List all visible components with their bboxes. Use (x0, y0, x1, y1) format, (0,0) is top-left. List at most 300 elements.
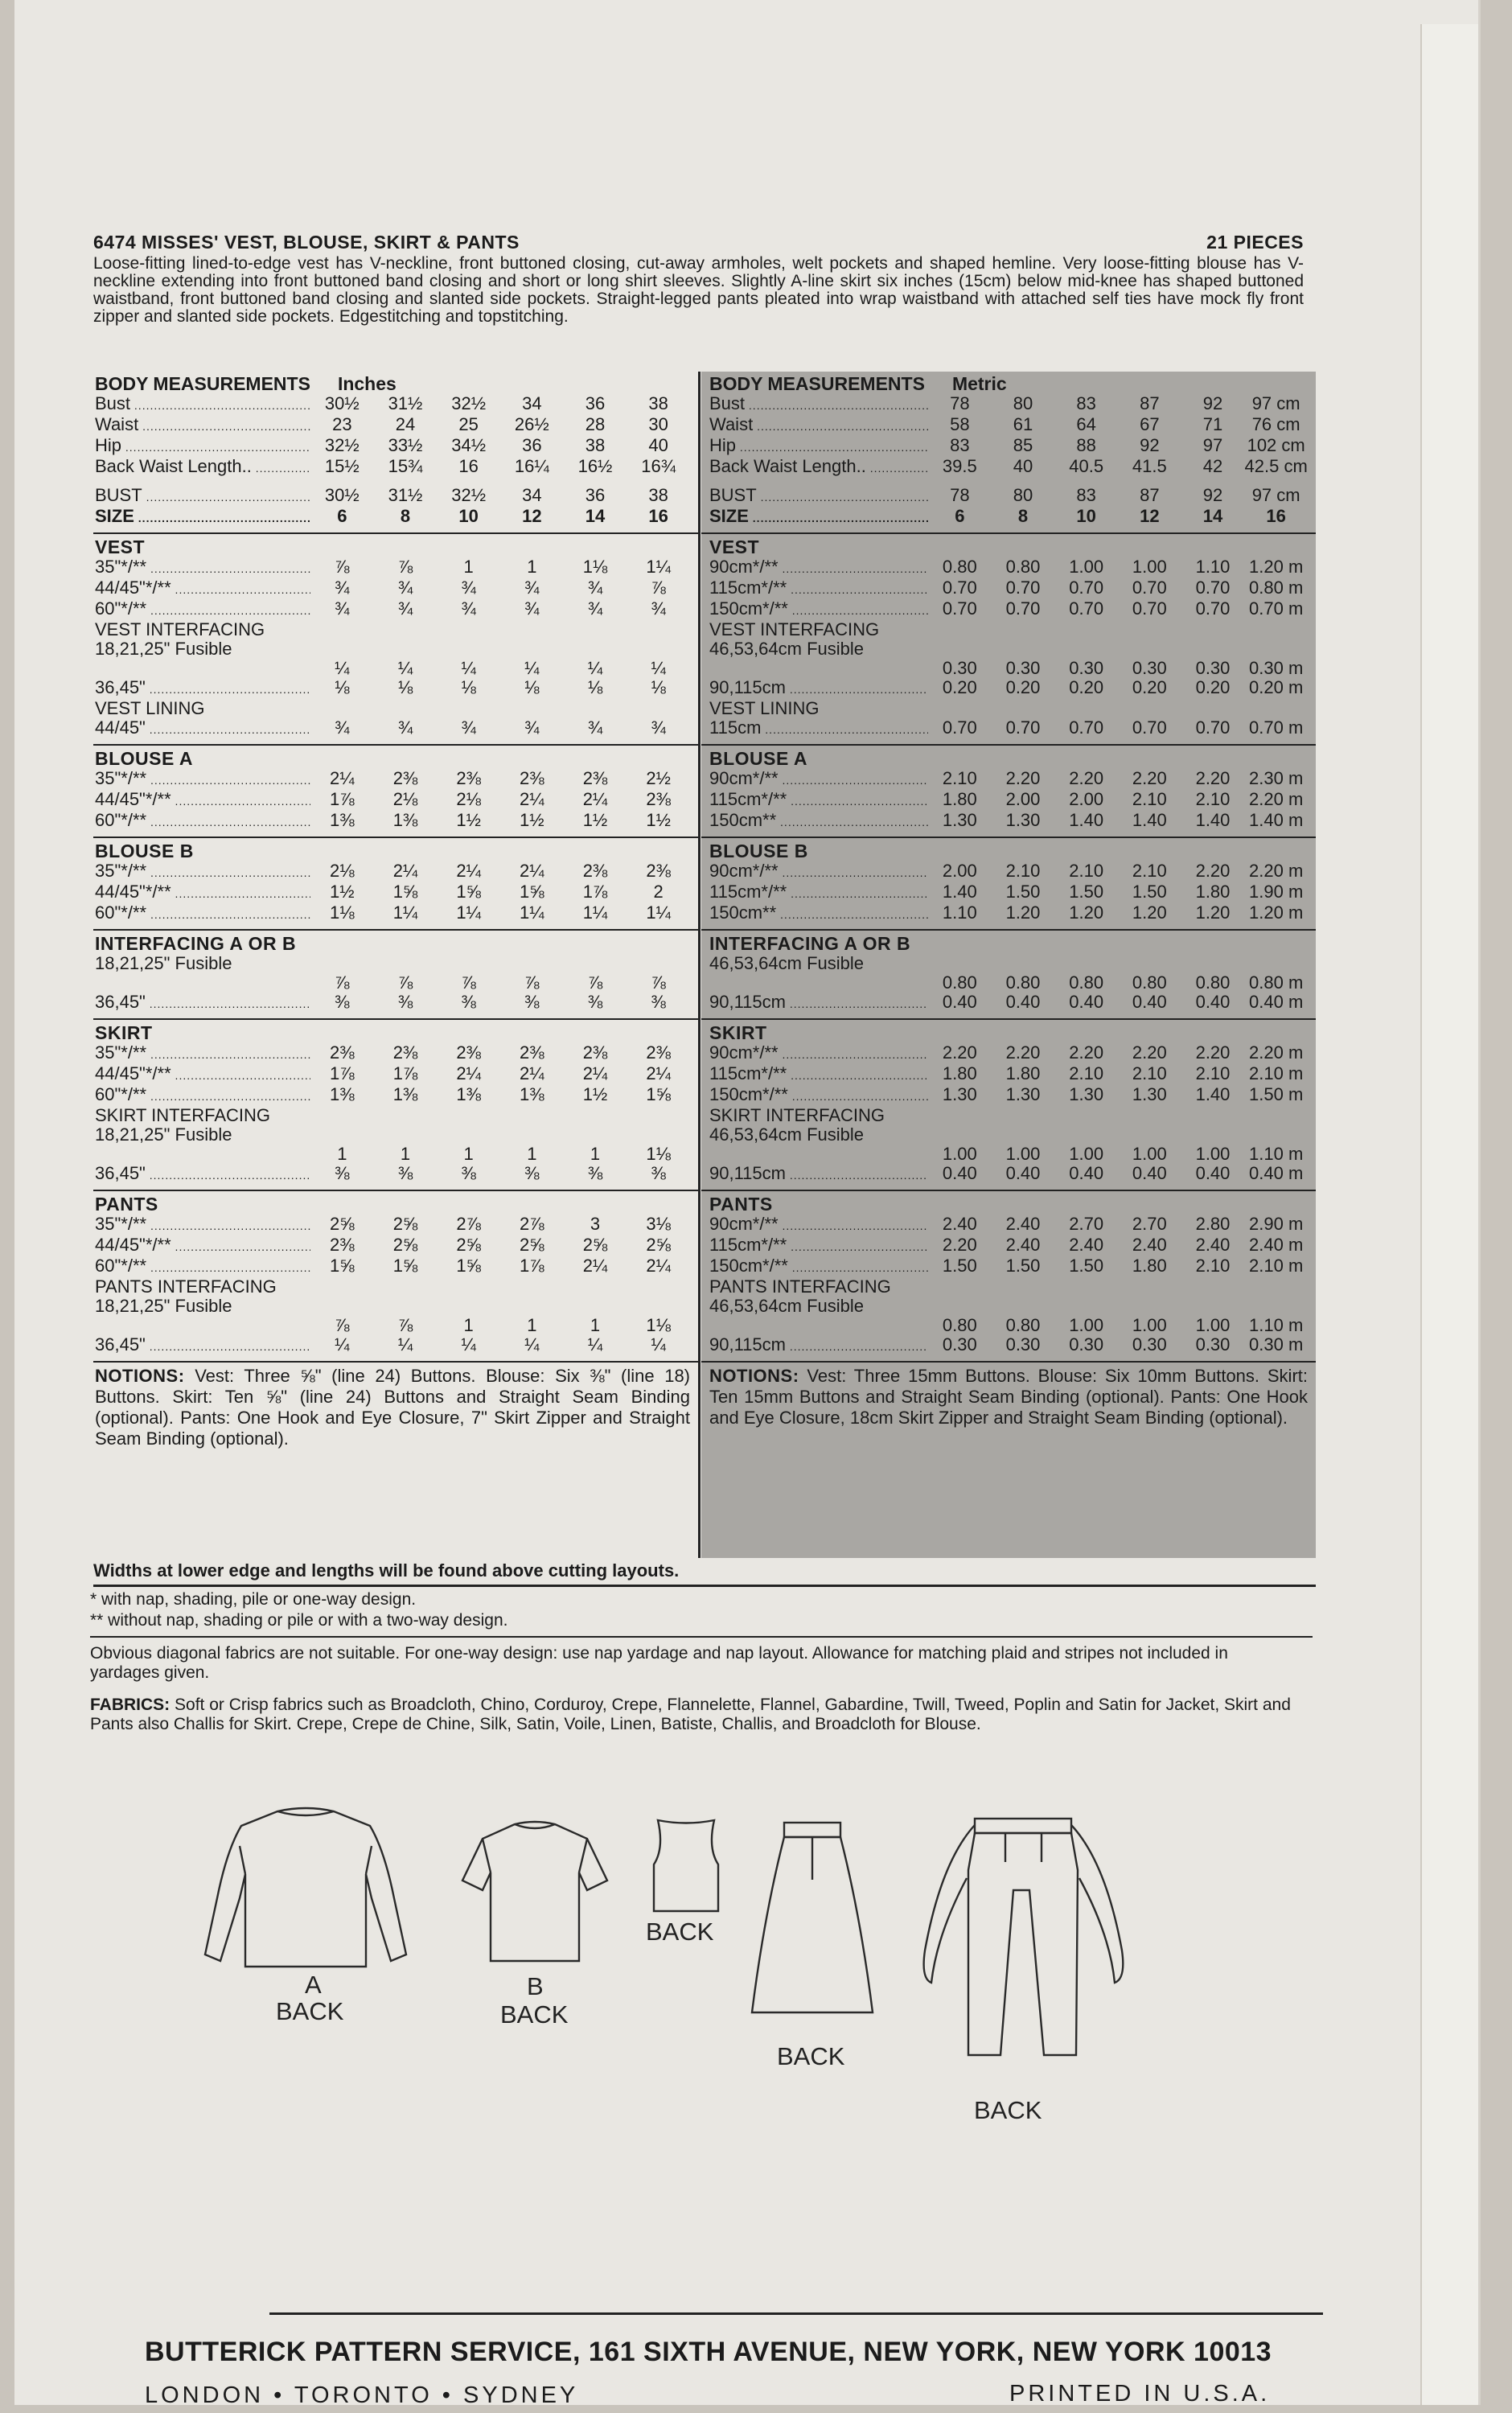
yardage-cell: 88 (1076, 435, 1096, 455)
yardage-grid (709, 769, 1308, 832)
yardage-cell: 1.50 (1069, 882, 1104, 902)
yardage-cell: 2⅝ (392, 1214, 418, 1234)
yardage-cell: 1 (463, 557, 474, 577)
yardage-cell: 1.20 m (1249, 557, 1304, 577)
yardage-cell: 16¾ (641, 456, 676, 476)
legend-line: * with nap, shading, pile or one-way design. (90, 1590, 417, 1609)
row-label: 90,115cm ..... (709, 678, 928, 699)
yardage-cell: 2¼ (520, 789, 544, 809)
notions-label: NOTIONS: (709, 1366, 799, 1386)
yardage-cell: 1.80 (1005, 1063, 1041, 1083)
yardage-cell: 1.10 m (1249, 1144, 1304, 1164)
yardage-cell: 2.20 (942, 1042, 977, 1063)
yardage-cell: 2.10 (1069, 861, 1104, 881)
section-title: BLOUSE A (95, 748, 193, 769)
pieces-count: 21 PIECES (1206, 232, 1304, 253)
blouse-a-letter: A (305, 1971, 322, 1999)
section-title: PANTS (95, 1194, 158, 1215)
yardage-cell: 0.80 m (1249, 578, 1304, 598)
yardage-cell: 2¼ (646, 1256, 671, 1276)
yardage-cell: 1.40 (1195, 810, 1231, 830)
yardage-cell: 1.20 m (1249, 902, 1304, 923)
size-cell: 6 (337, 506, 347, 526)
yardage-grid (709, 973, 1308, 1013)
yardage-cell: 0.40 (1069, 992, 1104, 1012)
yardage-cell: 1¼ (582, 902, 608, 923)
section-divider (93, 1361, 698, 1363)
notions-label: NOTIONS: (95, 1366, 185, 1386)
yardage-grid (95, 659, 690, 699)
yardage-cell: ⅛ (335, 677, 350, 697)
yardage-grid (95, 557, 690, 620)
size-cell: 16 (648, 506, 668, 526)
yardage-cell: 0.40 (1005, 1163, 1041, 1183)
yardage-cell: 1⅝ (456, 882, 481, 902)
row-label: 90,115cm ..... (709, 1164, 928, 1185)
yardage-cell: 1.00 (1005, 1144, 1041, 1164)
section-divider (701, 1190, 1316, 1191)
row-label: 60"*/** ..... (95, 599, 310, 620)
yardage-cell: 3 (590, 1214, 601, 1234)
row-label: Bust ..... (709, 394, 928, 415)
yardage-cell: 34½ (451, 435, 487, 455)
yardage-cell: 0.30 (1005, 658, 1041, 678)
yardage-cell: 2.40 (1195, 1235, 1231, 1255)
section-title: BLOUSE A (709, 748, 807, 769)
yardage-cell: ⅞ (335, 557, 350, 577)
row-label: 35"*/** ..... (95, 557, 310, 578)
section-title: SKIRT (709, 1022, 767, 1043)
yardage-cell: 16¼ (514, 456, 549, 476)
yardage-cell: 2¼ (582, 1063, 608, 1083)
yardage-cell: 34 (522, 393, 542, 413)
row-label: 115cm*/** ..... (709, 578, 928, 599)
row-label: 35"*/** ..... (95, 861, 310, 882)
yardage-cell: 2.40 (1005, 1214, 1041, 1234)
yardage-grid (95, 718, 690, 739)
yardage-cell: 1 (527, 557, 537, 577)
yardage-cell: 1¼ (520, 902, 544, 923)
yardage-cell: 1⅝ (330, 1256, 355, 1276)
section-subtitle: 46,53,64cm Fusible (709, 953, 864, 973)
yardage-cell: 0.70 (942, 598, 977, 619)
yardage-cell: 2.40 (1069, 1235, 1104, 1255)
yardage-cell: ¼ (461, 1334, 476, 1354)
subsection-subtitle: 18,21,25" Fusible (95, 1124, 232, 1145)
yardage-cell: 30½ (324, 393, 360, 413)
notions-text: Vest: Three ⅝" (line 24) Buttons. Blouse: Six ⅜" (line 18) Buttons. Skirt: Ten ⅝" (line 24) Buttons and Straight Seam Binding (optional). Pants: One Hook and Eye Closure, 7" Skirt Zipper and Straight Seam Binding (optional). (95, 1366, 691, 1449)
yardage-cell: 38 (585, 435, 606, 455)
yardage-cell: ⅞ (651, 578, 666, 598)
yardage-cell: 2⅛ (392, 789, 418, 809)
yardage-cell: 78 (950, 393, 970, 413)
yardage-cell: 2.80 (1195, 1214, 1231, 1234)
row-label: 60"*/** ..... (95, 903, 310, 924)
yardage-cell: 1½ (582, 1084, 608, 1104)
yardage-cell: ¼ (335, 658, 350, 678)
yardage-cell: 85 (1013, 435, 1033, 455)
pattern-description: Loose-fitting lined-to-edge vest has V-neckline, front buttoned closing, cut-away armholes, welt pockets and shaped hemline. Very loose-fitting blouse has V-neckline extending into front buttoned band closing and short or long shirt sleeves. Slightly A-line skirt six inches (15cm) below mid-knee has shaped buttoned waistband, front buttoned band closing and slanted side pockets. Straight-legged pants pleated into wrap waistband with attached self ties have mock fly front zipper and slanted side pockets. Edgestitching and topstitching. (93, 254, 1304, 326)
notions-paragraph (95, 1366, 690, 1449)
yardage-cell: 2.40 (942, 1214, 977, 1234)
row-label: 60"*/** ..... (95, 811, 310, 832)
yardage-cell: 2⅞ (520, 1214, 544, 1234)
yardage-cell: 1.30 (1005, 810, 1041, 830)
row-label: 90cm*/** ..... (709, 557, 928, 578)
subsection-subtitle: 46,53,64cm Fusible (709, 1124, 864, 1145)
yardage-cell: 0.70 (1132, 578, 1167, 598)
yardage-cell: 0.30 m (1249, 658, 1304, 678)
yardage-cell: 0.70 m (1249, 717, 1304, 738)
subsection-title: VEST INTERFACING (95, 619, 265, 639)
yardage-cell: 26½ (514, 414, 549, 434)
yardage-grid (95, 1316, 690, 1356)
yardage-cell: 1.50 (1005, 882, 1041, 902)
yardage-cell: 3⅛ (646, 1214, 671, 1234)
yardage-cell: ⅞ (587, 972, 603, 993)
yardage-cell: 64 (1076, 414, 1096, 434)
yardage-cell: 1 (590, 1315, 601, 1335)
yardage-cell: 1.00 (1132, 557, 1167, 577)
yardage-cell: 0.80 m (1249, 972, 1304, 993)
yardage-cell: 2¼ (520, 1063, 544, 1083)
section-divider (701, 929, 1316, 931)
yardage-cell: 1⅞ (330, 789, 355, 809)
yardage-cell: 2.20 (1195, 1042, 1231, 1063)
yardage-cell: 1.00 (942, 1144, 977, 1164)
yardage-cell: 1.00 (1069, 1144, 1104, 1164)
size-cell: 10 (1076, 506, 1096, 526)
yardage-cell: 2⅜ (582, 768, 608, 788)
yardage-cell: ⅞ (335, 1315, 350, 1335)
section-divider (93, 837, 698, 838)
yardage-cell: 2⅜ (646, 789, 671, 809)
row-label: 35"*/** ..... (95, 1043, 310, 1064)
size-row-label: SIZE ..... (95, 507, 310, 528)
yardage-cell: 1½ (520, 810, 544, 830)
yardage-cell: ¼ (397, 658, 413, 678)
yardage-cell: 2.20 m (1249, 1042, 1304, 1063)
yardage-cell: 1⅝ (456, 1256, 481, 1276)
yardage-cell: ⅜ (651, 992, 666, 1012)
yardage-cell: 1⅜ (520, 1084, 544, 1104)
yardage-cell: ⅞ (524, 972, 540, 993)
row-label (709, 973, 928, 993)
yardage-cell: 1.00 (1069, 557, 1104, 577)
yardage-cell: 2.10 m (1249, 1256, 1304, 1276)
yardage-cell: 0.30 (1195, 1334, 1231, 1354)
yardage-cell: 30 (648, 414, 668, 434)
yardage-cell: 1 (463, 1144, 474, 1164)
yardage-cell: 2⅝ (330, 1214, 355, 1234)
yardage-cell: 2.40 (1132, 1235, 1167, 1255)
yardage-cell: 1½ (582, 810, 608, 830)
row-label: 90cm*/** ..... (709, 1043, 928, 1064)
yardage-cell: 2.20 (1005, 768, 1041, 788)
row-label: 60"*/** ..... (95, 1256, 310, 1277)
blouse-b-back-label: BACK (500, 2000, 569, 2029)
row-label: 44/45"*/** ..... (95, 790, 310, 811)
yardage-cell: 2¼ (456, 1063, 481, 1083)
yardage-cell: ⅛ (461, 677, 476, 697)
row-label: 60"*/** ..... (95, 1085, 310, 1106)
bust-cell: 31½ (388, 485, 423, 505)
footer-rule (269, 2312, 1323, 2315)
yardage-cell: ¾ (335, 598, 350, 619)
yardage-cell: 1⅛ (646, 1315, 671, 1335)
yardage-cell: 0.20 (1132, 677, 1167, 697)
yardage-cell: 1¼ (392, 902, 418, 923)
yardage-cell: 2⅝ (520, 1235, 544, 1255)
yardage-cell: 40 (1013, 456, 1033, 476)
yardage-cell: 0.70 (1069, 598, 1104, 619)
subsection-title: VEST LINING (95, 698, 205, 718)
fabrics-label: FABRICS: (90, 1696, 171, 1714)
subsection-title: VEST INTERFACING (709, 619, 880, 639)
yardage-cell: 0.80 (1132, 972, 1167, 993)
bust-cell: 78 (950, 485, 970, 505)
row-label: 150cm*/** ..... (709, 1085, 928, 1106)
row-label: 150cm** ..... (709, 811, 928, 832)
yardage-cell: ⅜ (651, 1163, 666, 1183)
yardage-cell: 2⅜ (646, 1042, 671, 1063)
section-title: INTERFACING A OR B (95, 933, 297, 954)
yardage-cell: 2½ (646, 768, 671, 788)
yardage-cell: ¾ (461, 598, 476, 619)
yardage-cell: ¼ (524, 1334, 540, 1354)
subsection-title: PANTS INTERFACING (95, 1276, 277, 1297)
yardage-cell: 92 (1202, 393, 1223, 413)
pants-back-sketch (917, 1814, 1130, 2071)
yardage-cell: 2⅞ (456, 1214, 481, 1234)
measurements-heading (95, 373, 690, 394)
yardage-cell: 0.70 (1005, 598, 1041, 619)
yardage-cell: 1⅝ (520, 882, 544, 902)
yardage-cell: 1 (337, 1144, 347, 1164)
yardage-cell: 1.20 (1069, 902, 1104, 923)
yardage-cell: 2.20 (942, 1235, 977, 1255)
row-label (95, 1316, 310, 1335)
yardage-cell: 2⅜ (456, 1042, 481, 1063)
yardage-cell: ¼ (461, 658, 476, 678)
yardage-cell: 2.20 (1195, 861, 1231, 881)
section-divider (701, 1361, 1316, 1363)
yardage-cell: 1½ (456, 810, 481, 830)
size-cell: 8 (1017, 506, 1029, 526)
yardage-cell: 1.00 (1195, 1144, 1231, 1164)
yardage-cell: 2.20 (1132, 1042, 1167, 1063)
size-row-label: SIZE ..... (709, 507, 928, 528)
yardage-cell: ⅞ (651, 972, 666, 993)
blouse-b-back-sketch (458, 1816, 611, 1969)
yardage-cell: 16½ (577, 456, 613, 476)
yardage-cell: ⅜ (524, 992, 540, 1012)
yardage-cell: 38 (648, 393, 668, 413)
yardage-cell: 28 (585, 414, 606, 434)
notions-text: Vest: Three 15mm Buttons. Blouse: Six 10mm Buttons. Skirt: Ten 15mm Buttons and Straight Seam Binding (optional). Pants: One Hook and Eye Closure, 18cm Skirt Zipper and Straight Seam Binding (optional). (709, 1366, 1308, 1428)
size-cell: 14 (1202, 506, 1223, 526)
yardage-cell: 2⅜ (582, 1042, 608, 1063)
yardage-cell: 0.20 (1195, 677, 1231, 697)
yardage-cell: 1.30 (1132, 1084, 1167, 1104)
yardage-cell: 0.70 (942, 717, 977, 738)
yardage-cell: 1.90 m (1249, 882, 1304, 902)
yardage-cell: 2.10 (1132, 789, 1167, 809)
yardage-cell: 1⅜ (330, 810, 355, 830)
yardage-grid (709, 1145, 1308, 1185)
yardage-cell: 2⅜ (330, 1235, 355, 1255)
notions-paragraph (709, 1366, 1308, 1428)
yardage-cell: 2.20 (1195, 768, 1231, 788)
yardage-cell: 1⅝ (392, 1256, 418, 1276)
yardage-cell: 2⅜ (520, 768, 544, 788)
yardage-cell: 2.10 m (1249, 1063, 1304, 1083)
yardage-cell: 36 (585, 393, 606, 413)
yardage-cell: 1.10 m (1249, 1315, 1304, 1335)
row-label: 115cm*/** ..... (709, 882, 928, 903)
size-cell: 16 (1266, 506, 1286, 526)
yardage-cell: 0.40 (1132, 992, 1167, 1012)
bust-row-label: BUST ..... (95, 486, 310, 507)
row-label: Hip ..... (709, 436, 928, 457)
bust-cell: 92 (1202, 485, 1223, 505)
yardage-cell: 1⅛ (582, 557, 608, 577)
yardage-cell: ⅜ (587, 992, 603, 1012)
yardage-cell: 0.70 (942, 578, 977, 598)
yardage-cell: 2.20 (1005, 1042, 1041, 1063)
yardage-cell: 97 (1202, 435, 1223, 455)
row-label: 44/45"*/** ..... (95, 1064, 310, 1085)
row-label (709, 659, 928, 678)
yardage-cell: 1.30 (942, 1084, 977, 1104)
bust-row-label: BUST ..... (709, 486, 928, 507)
yardage-cell: ¾ (587, 717, 603, 738)
yardage-cell: 1.50 (1005, 1256, 1041, 1276)
yardage-cell: 15¾ (388, 456, 423, 476)
bust-cell: 34 (522, 485, 542, 505)
yardage-cell: 2⅜ (582, 861, 608, 881)
row-label: 36,45" ..... (95, 1335, 310, 1356)
blouse-a-back-sketch (201, 1802, 410, 1979)
yardage-cell: 32½ (451, 393, 487, 413)
section-divider (701, 837, 1316, 838)
yardage-cell: 0.20 (942, 677, 977, 697)
yardage-cell: 2.10 (942, 768, 977, 788)
row-label: 35"*/** ..... (95, 1215, 310, 1235)
yardage-cell: 2⅛ (330, 861, 355, 881)
yardage-cell: 0.80 (942, 557, 977, 577)
widths-note: Widths at lower edge and lengths will be found above cutting layouts. (93, 1560, 1316, 1587)
yardage-grid (709, 394, 1308, 478)
bust-cell: 32½ (451, 485, 487, 505)
yardage-grid (709, 557, 1308, 620)
row-label: Back Waist Length.. ..... (709, 457, 928, 478)
size-cell: 12 (1140, 506, 1160, 526)
yardage-grid (95, 973, 690, 1013)
yardage-cell: 0.20 (1069, 677, 1104, 697)
yardage-cell: 83 (1076, 393, 1096, 413)
yardage-cell: 76 cm (1251, 414, 1300, 434)
yardage-cell: ⅞ (461, 972, 476, 993)
yardage-cell: 2¼ (520, 861, 544, 881)
yardage-cell: 1.40 (1132, 810, 1167, 830)
yardage-cell: 2¼ (456, 861, 481, 881)
yardage-cell: 80 (1013, 393, 1033, 413)
row-label: 36,45" ..... (95, 993, 310, 1013)
section-title: VEST (709, 536, 760, 557)
yardage-cell: 2.10 (1132, 861, 1167, 881)
row-label (95, 659, 310, 678)
yardage-cell: 2.30 m (1249, 768, 1304, 788)
yardage-cell: 0.40 (1195, 1163, 1231, 1183)
envelope-flap-edge (1420, 24, 1478, 2405)
section-title: VEST (95, 536, 146, 557)
row-label: 150cm*/** ..... (709, 599, 928, 620)
publisher-cities: LONDON • TORONTO • SYDNEY (145, 2382, 579, 2408)
row-label: 115cm*/** ..... (709, 790, 928, 811)
yardage-cell: ¼ (651, 658, 666, 678)
yardage-cell: 0.70 (1132, 598, 1167, 619)
row-label: 90,115cm ..... (709, 1335, 928, 1356)
yardage-cell: 2⅜ (520, 1042, 544, 1063)
printed-in-usa: PRINTED IN U.S.A. (1009, 2381, 1271, 2407)
yardage-cell: ⅛ (587, 677, 603, 697)
fabrics-text: Soft or Crisp fabrics such as Broadcloth, Chino, Corduroy, Crepe, Flannelette, Flannel, Gabardine, Twill, Tweed, Poplin and Satin for Jacket, Skirt and Pants also Challis for Skirt. Crepe, Crepe de Chine, Silk, Satin, Voile, Linen, Batiste, Challis, and Broadcloth for Blouse. (90, 1696, 1291, 1733)
yardage-cell: 33½ (388, 435, 423, 455)
section-divider (701, 1018, 1316, 1020)
yardage-cell: 1.20 (1195, 902, 1231, 923)
row-label: 115cm*/** ..... (709, 1064, 928, 1085)
yardage-cell: 2.10 (1005, 861, 1041, 881)
yardage-cell: 32½ (324, 435, 360, 455)
yardage-cell: 0.30 (942, 658, 977, 678)
yardage-cell: 0.70 (1132, 717, 1167, 738)
yardage-cell: 1⅛ (330, 902, 355, 923)
pattern-header (93, 232, 1304, 326)
measurements-heading (709, 373, 1308, 394)
yardage-cell: ¾ (524, 598, 540, 619)
row-label: 44/45"*/** ..... (95, 578, 310, 599)
yardage-cell: ¾ (335, 578, 350, 598)
yardage-cell: 1⅛ (646, 1144, 671, 1164)
yardage-cell: ¾ (335, 717, 350, 738)
yardage-cell: 2⅝ (456, 1235, 481, 1255)
yardage-cell: 0.70 (1005, 717, 1041, 738)
yardage-grid (95, 769, 690, 832)
yardage-cell: 0.30 (1132, 658, 1167, 678)
yardage-cell: 61 (1013, 414, 1033, 434)
yardage-cell: 2⅜ (392, 1042, 418, 1063)
yardage-cell: 2.00 (1069, 789, 1104, 809)
blouse-b-letter: B (527, 1972, 544, 2000)
yardage-cell: ¼ (587, 658, 603, 678)
section-title: BLOUSE B (95, 841, 194, 861)
yardage-cell: 0.80 (1005, 972, 1041, 993)
yardage-cell: ⅜ (587, 1163, 603, 1183)
yardage-grid (709, 1043, 1308, 1106)
yardage-cell: 1 (590, 1144, 601, 1164)
size-cell: 10 (458, 506, 479, 526)
yardage-cell: 2.00 (1005, 789, 1041, 809)
yardage-cell: 40.5 (1069, 456, 1104, 476)
yardage-cell: ¾ (651, 717, 666, 738)
yardage-cell: 2⅝ (582, 1235, 608, 1255)
yardage-cell: 1.40 m (1249, 810, 1304, 830)
section-title: PANTS (709, 1194, 773, 1215)
row-label: 36,45" ..... (95, 678, 310, 699)
yardage-cell: 1.00 (1132, 1144, 1167, 1164)
yardage-cell: ¾ (397, 717, 413, 738)
